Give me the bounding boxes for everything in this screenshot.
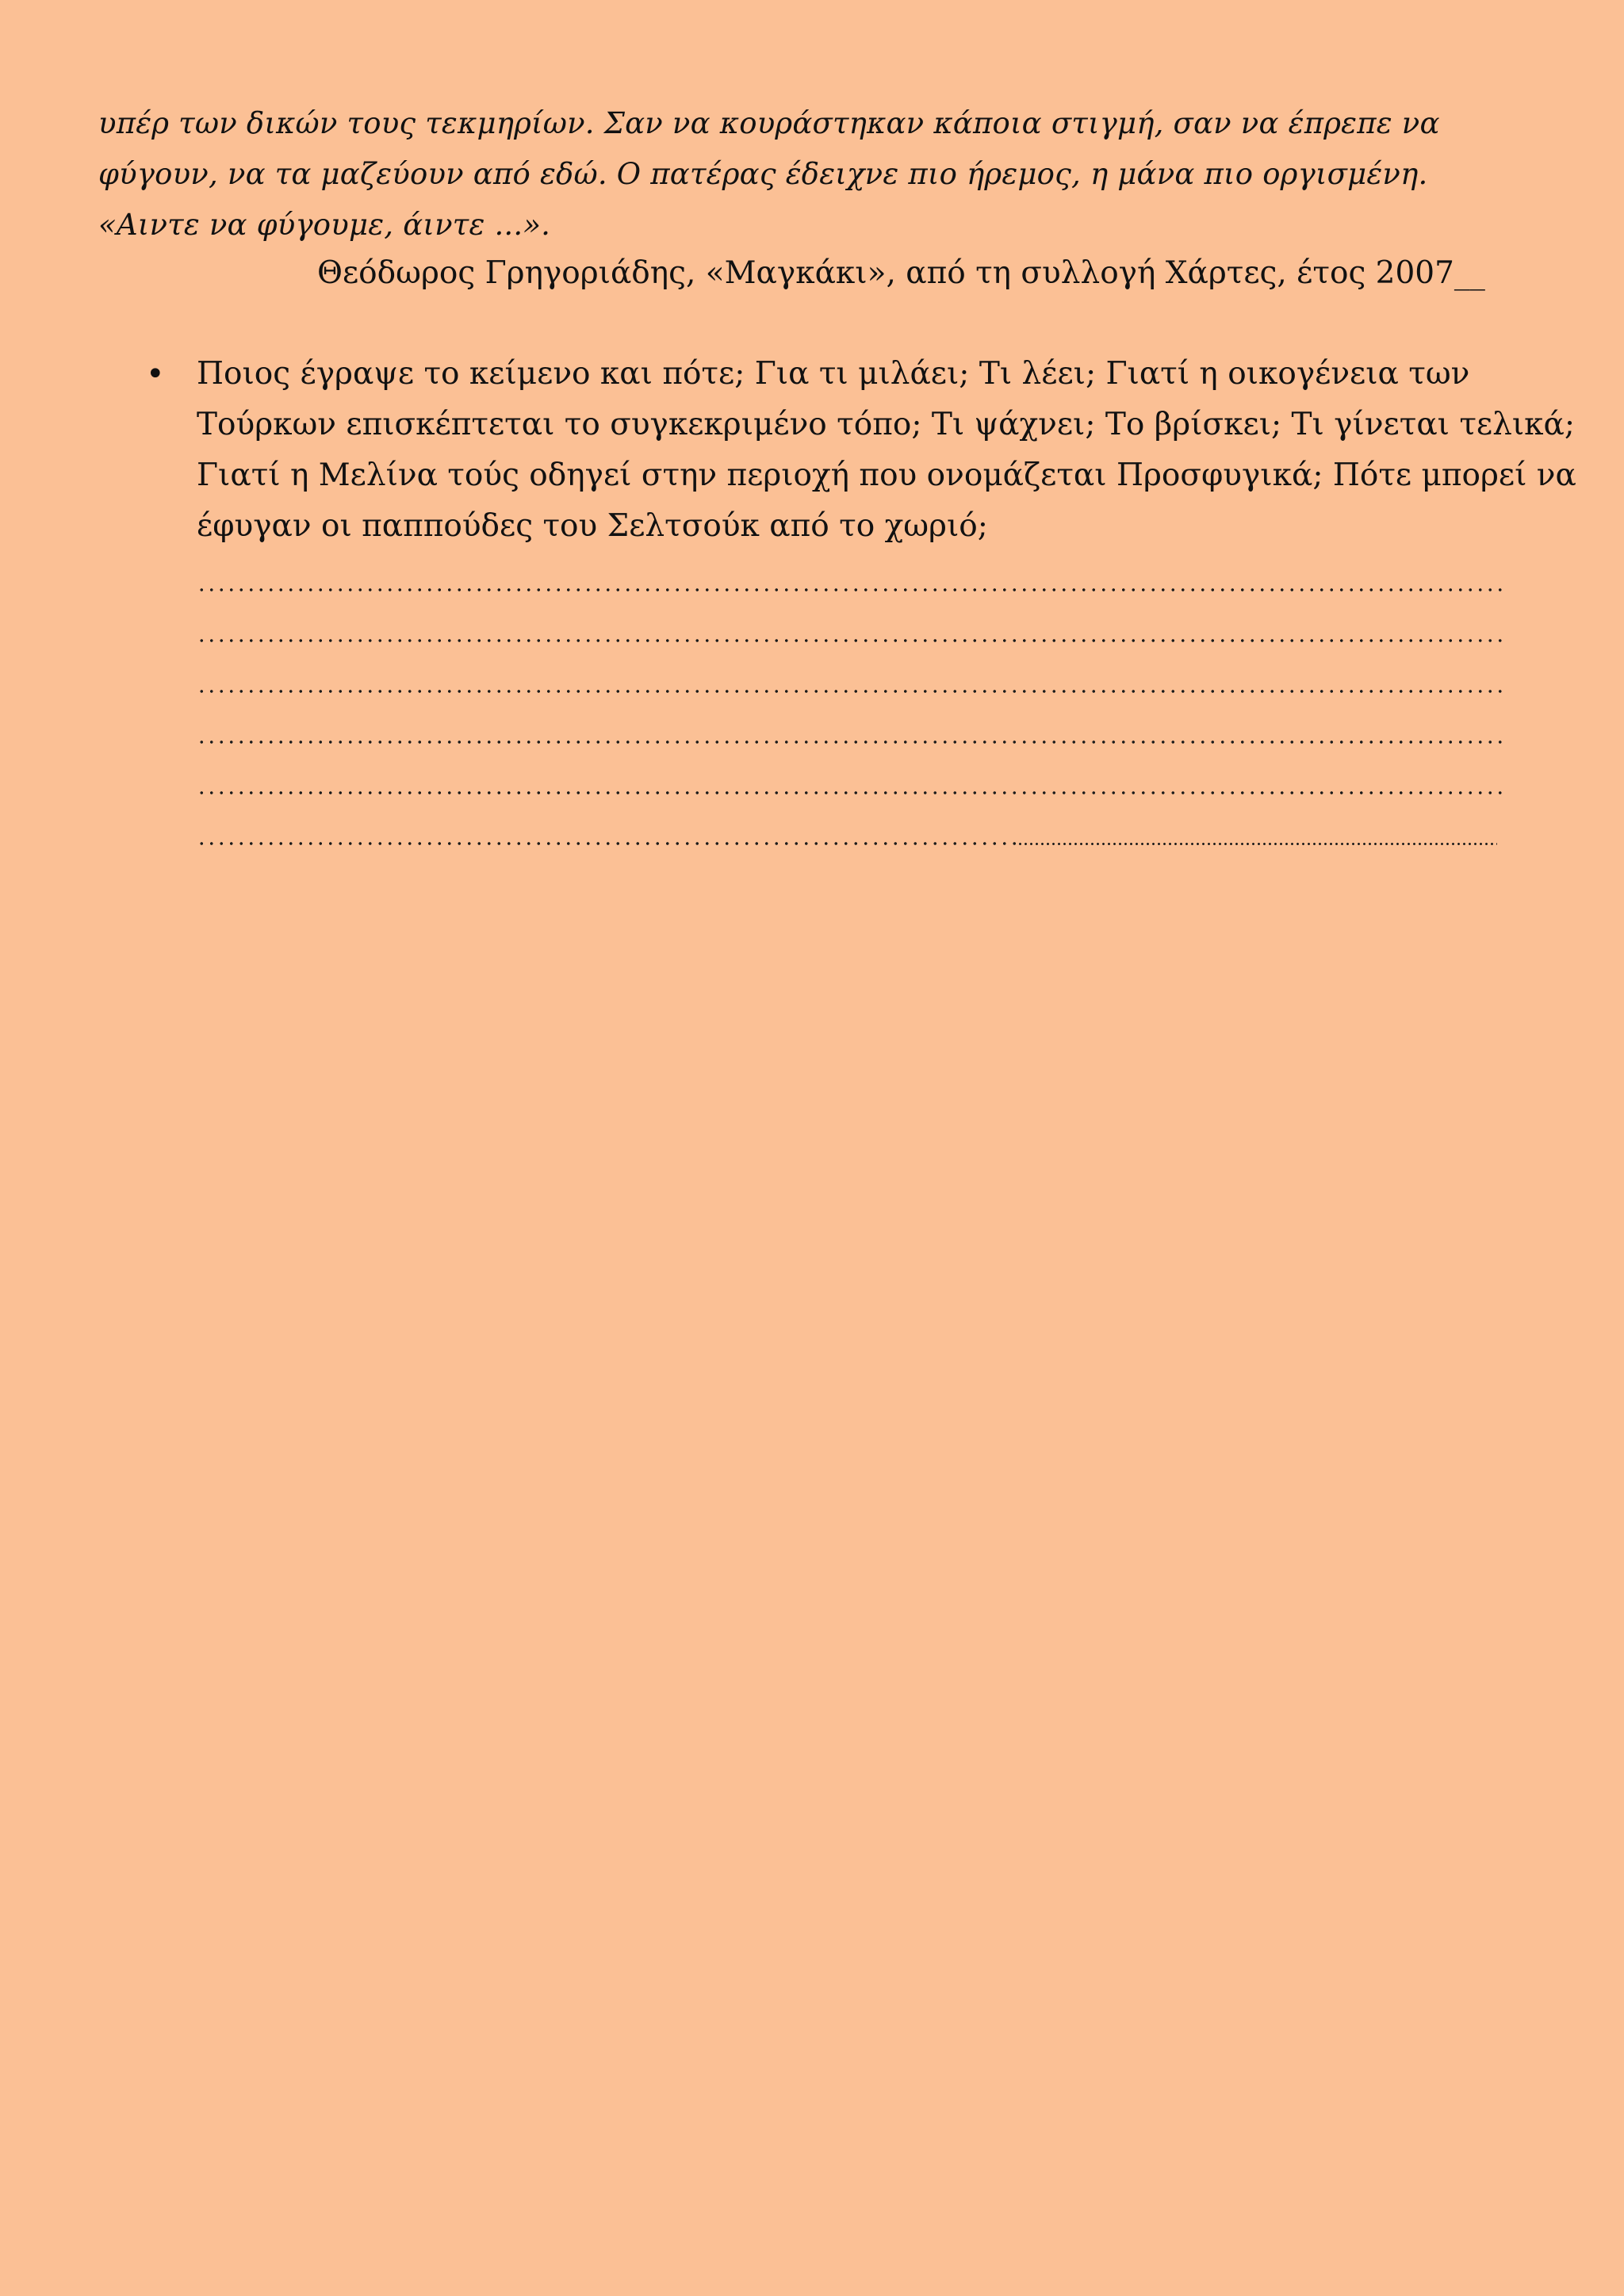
source-citation: Θεόδωρος Γρηγοριάδης, «Μαγκάκι», από τη συλλογή Χάρτες, έτος 2007__ [317,255,1485,291]
answer-line[interactable] [197,656,1505,707]
excerpt-line: φύγουν, να τα μαζεύουν από εδώ. Ο πατέρας έδειχνε πιο ήρεμος, η μάνα πιο οργισμένη. [98,157,1428,191]
literary-excerpt [98,98,1526,251]
question-line: έφυγαν οι παππούδες του Σελτσούκ από το χωριό; [197,508,988,544]
answer-line[interactable] [197,555,1505,606]
answer-line[interactable] [197,707,1505,758]
excerpt-line: «Αιντε να φύγουμε, άιντε ...». [98,208,551,242]
bullet-icon: • [146,356,165,392]
answer-line[interactable] [197,758,1505,809]
question-line: Ποιος έγραψε το κείμενο και πότε; Για τι μιλάει; Τι λέει; Γιατί η οικογένεια των [197,356,1470,392]
question-text [197,349,1576,552]
answer-line[interactable] [197,809,1505,859]
excerpt-line: υπέρ των δικών τους τεκμηρίων. Σαν να κουράστηκαν κάποια στιγμή, σαν να έπρεπε να [98,106,1440,140]
question-line: Γιατί η Μελίνα τούς οδηγεί στην περιοχή που ονομάζεται Προσφυγικά; Πότε μπορεί να [197,457,1576,493]
answer-area [197,555,1505,859]
answer-line[interactable] [197,606,1505,656]
question-line: Τούρκων επισκέπτεται το συγκεκριμένο τόπο; Τι ψάχνει; Το βρίσκει; Τι γίνεται τελικά; [197,407,1575,442]
